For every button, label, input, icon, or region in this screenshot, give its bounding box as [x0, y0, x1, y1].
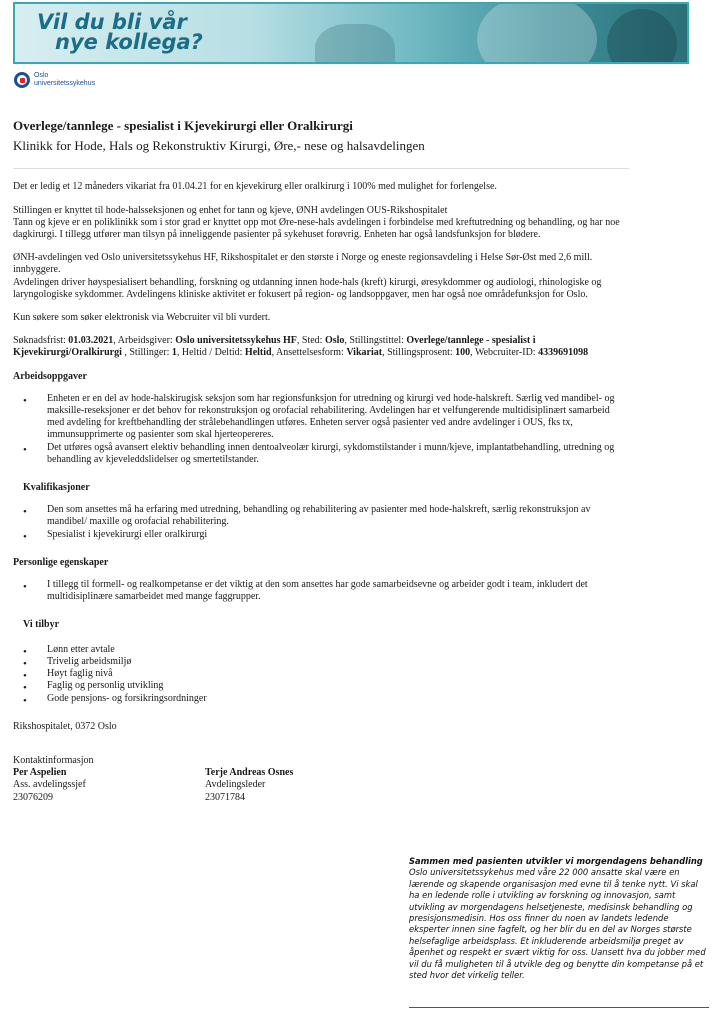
qualifications-heading: Kvalifikasjoner	[23, 482, 90, 494]
employment-value: Vikariat	[346, 347, 383, 359]
banner-line-1: Vil du bli vår	[37, 10, 187, 34]
unit-paragraph	[13, 205, 629, 242]
deadline-label: Søknadsfrist:	[13, 335, 69, 347]
pitch-title: Sammen med pasienten utvikler vi morgendagens behandling	[409, 856, 703, 866]
jobtitle-value: Overlege/tannlege - spesialist i Kjevekirurgi/Oralkirurgi	[13, 335, 536, 359]
contact-name: Terje Andreas Osnes	[205, 767, 294, 779]
hospital-logo	[14, 72, 95, 88]
tasks-heading: Arbeidsoppgaver	[13, 370, 87, 382]
list-item: • Høyt faglig nivå	[47, 668, 629, 680]
recruitment-banner	[13, 2, 689, 64]
unit-description: Tann og kjeve er en poliklinikk som i stor grad er knyttet opp mot Øre-nese-hals avdelingen i forbindelse med kreftutredning og behandling, og har noe dagkirurgi. I tillegg utfører man tilsyn på inneliggende pasienter på sykehuset forøvrig. Enheten har også landsfunksjon for blødere.	[13, 216, 620, 241]
fulltime-label: , Heltid / Deltid:	[176, 347, 245, 359]
contact-role: Ass. avdelingssjef	[13, 779, 86, 791]
contact-section	[13, 755, 629, 804]
contact-name: Per Aspelien	[13, 767, 67, 779]
banner-line-2: nye kollega?	[55, 30, 203, 54]
employer-pitch	[409, 856, 709, 981]
place-label: , Sted:	[296, 335, 325, 347]
divider	[409, 1007, 709, 1008]
positions-label: , Stillinger:	[121, 347, 172, 359]
percent-label: , Stillingsprosent:	[382, 347, 456, 359]
offer-heading: Vi tilbyr	[23, 619, 60, 631]
place-value: Oslo	[324, 335, 345, 347]
job-metadata	[13, 335, 629, 359]
unit-line: Stillingen er knyttet til hode-halsseksjonen og enhet for tann og kjeve, ØNH avdelingen OUS-Rikshospitalet	[13, 204, 448, 216]
banner-photo-shape	[315, 24, 395, 64]
percent-value: 100	[455, 347, 471, 359]
list-item: • Lønn etter avtale	[47, 644, 629, 656]
contact-heading: Kontaktinformasjon	[13, 754, 94, 766]
fulltime-value: Heltid	[244, 347, 272, 359]
department-description: Avdelingen driver høyspesialisert behandling, forskning og utdanning innen hode-hals (kreft) kirurgi, øresykdommer og audiologi, rhinologiske og laryngologiske sykdommer. Avdelingens kliniske aktivitet er fokusert på region- og landsoppgaver, men har også noe områdefunksjon for Oslo.	[13, 276, 602, 300]
offer-list	[13, 644, 629, 705]
contact-role: Avdelingsleder	[205, 779, 266, 791]
qualifications-list	[13, 504, 629, 541]
banner-photo-shape	[477, 2, 597, 64]
list-item: • Gode pensjons- og forsikringsordninger	[47, 693, 629, 705]
personal-list	[13, 579, 629, 603]
intro-paragraph: Det er ledig et 12 måneders vikariat fra 01.04.21 for en kjevekirurg eller oralkirurg i 100% med mulighet for forlengelse.	[13, 181, 497, 193]
employer-label: , Arbeidsgiver:	[113, 335, 176, 347]
list-item: • Den som ansettes må ha erfaring med utredning, behandling og rehabilitering av pasienter med hode-halskreft, særlig rekonstruksjon av mandibel/ maxille og orofacial rehabilitering.	[47, 504, 629, 528]
list-item: • Trivelig arbeidsmiljø	[47, 656, 629, 668]
contact-phone: 23076209	[13, 791, 53, 803]
contact-person	[205, 767, 397, 804]
list-item: • I tillegg til formell- og realkompetanse er det viktig at den som ansettes har gode samarbeidsevne og arbeider godt i team, inkludert det multidisiplinære samarbeidet med mange faggrupper.	[47, 579, 629, 603]
list-item: • Det utføres også avansert elektiv behandling innen dentoalveolær kirurgi, sykdomstilstander i munn/kjeve, implantatbehandling, utredning og behandling av kjeveleddslidelser og smertetilstander.	[47, 442, 629, 466]
personal-heading: Personlige egenskaper	[13, 556, 109, 568]
deadline-value: 01.03.2021	[68, 335, 114, 347]
application-note: Kun søkere som søker elektronisk via Webcruiter vil bli vurdert.	[13, 312, 271, 324]
logo-icon	[14, 72, 30, 88]
list-item: • Faglig og personlig utvikling	[47, 680, 629, 692]
work-location: Rikshospitalet, 0372 Oslo	[13, 720, 117, 732]
banner-slogan	[37, 12, 203, 52]
tasks-list	[13, 393, 629, 466]
employment-label: , Ansettelsesform:	[271, 347, 347, 359]
logo-line-1: Oslo	[34, 72, 49, 79]
contact-phone: 23071784	[205, 791, 245, 803]
logo-line-2: universitetssykehus	[34, 80, 96, 87]
department-subtitle: Klinikk for Hode, Hals og Rekonstruktiv Kirurgi, Øre,- nese og halsavdelingen	[13, 138, 425, 154]
employer-value: Oslo universitetssykehus HF	[175, 335, 297, 347]
list-item: • Enheten er en del av hode-halskirugisk seksjon som har regionsfunksjon for utredning og kirurgi ved hode-halskreft. Særlig ved mandibel- og maksille-reseksjoner er det behov for rekonstruksjon og orofacial rehabilitering. Avdelingen har et velfungerende multidisiplinært samarbeid med avdeling for kreftbehandling der strålebehandlingen utføres. Enheten server også pasienter ved andre avdelinger i OUS, fks tx, immunsupprimerte og pasienter som skal hjerteopereres.	[47, 393, 629, 442]
positions-value: 1	[171, 347, 177, 359]
webcruiter-label: , Webcruiter-ID:	[470, 347, 539, 359]
contact-person	[13, 767, 205, 804]
jobtitle-label: , Stillingstittel:	[344, 335, 407, 347]
pitch-text: Oslo universitetssykehus med våre 22 000 ansatte skal være en lærende og skapende organisasjon med evne til å tenke nytt. Vi skal ha en ledende rolle i utvikling av forskning og innovasjon, samt utvikling av morgendagens helsetjeneste, medisinsk behandling og presisjonsmedisin. Hos oss finner du noen av landets ledende eksperter innen sine fagfelt, og her blir du en del av Norges største helsefaglige arbeidsplass. Et inkluderende arbeidsmiljø preget av åpenhet og respekt er svært viktig for oss. Uansett hva du jobber med vil du få muligheten til å utvikle deg og benytte din kompetanse på et sted hvor det virkelig teller.	[409, 867, 706, 981]
banner-photo-shape	[607, 9, 677, 64]
list-item: • Spesialist i kjevekirurgi eller oralkirurgi	[47, 529, 629, 541]
webcruiter-value: 4339691098	[538, 347, 589, 359]
job-title: Overlege/tannlege - spesialist i Kjevekirurgi eller Oralkirurgi	[13, 118, 353, 133]
divider	[13, 168, 629, 169]
job-posting	[13, 120, 629, 804]
department-paragraph	[13, 252, 629, 301]
department-line: ØNH-avdelingen ved Oslo universitetssykehus HF, Rikshospitalet er den største i Norge og eneste regionsavdeling i Helse Sør-Øst med 2,6 mill. innbyggere.	[13, 252, 593, 276]
